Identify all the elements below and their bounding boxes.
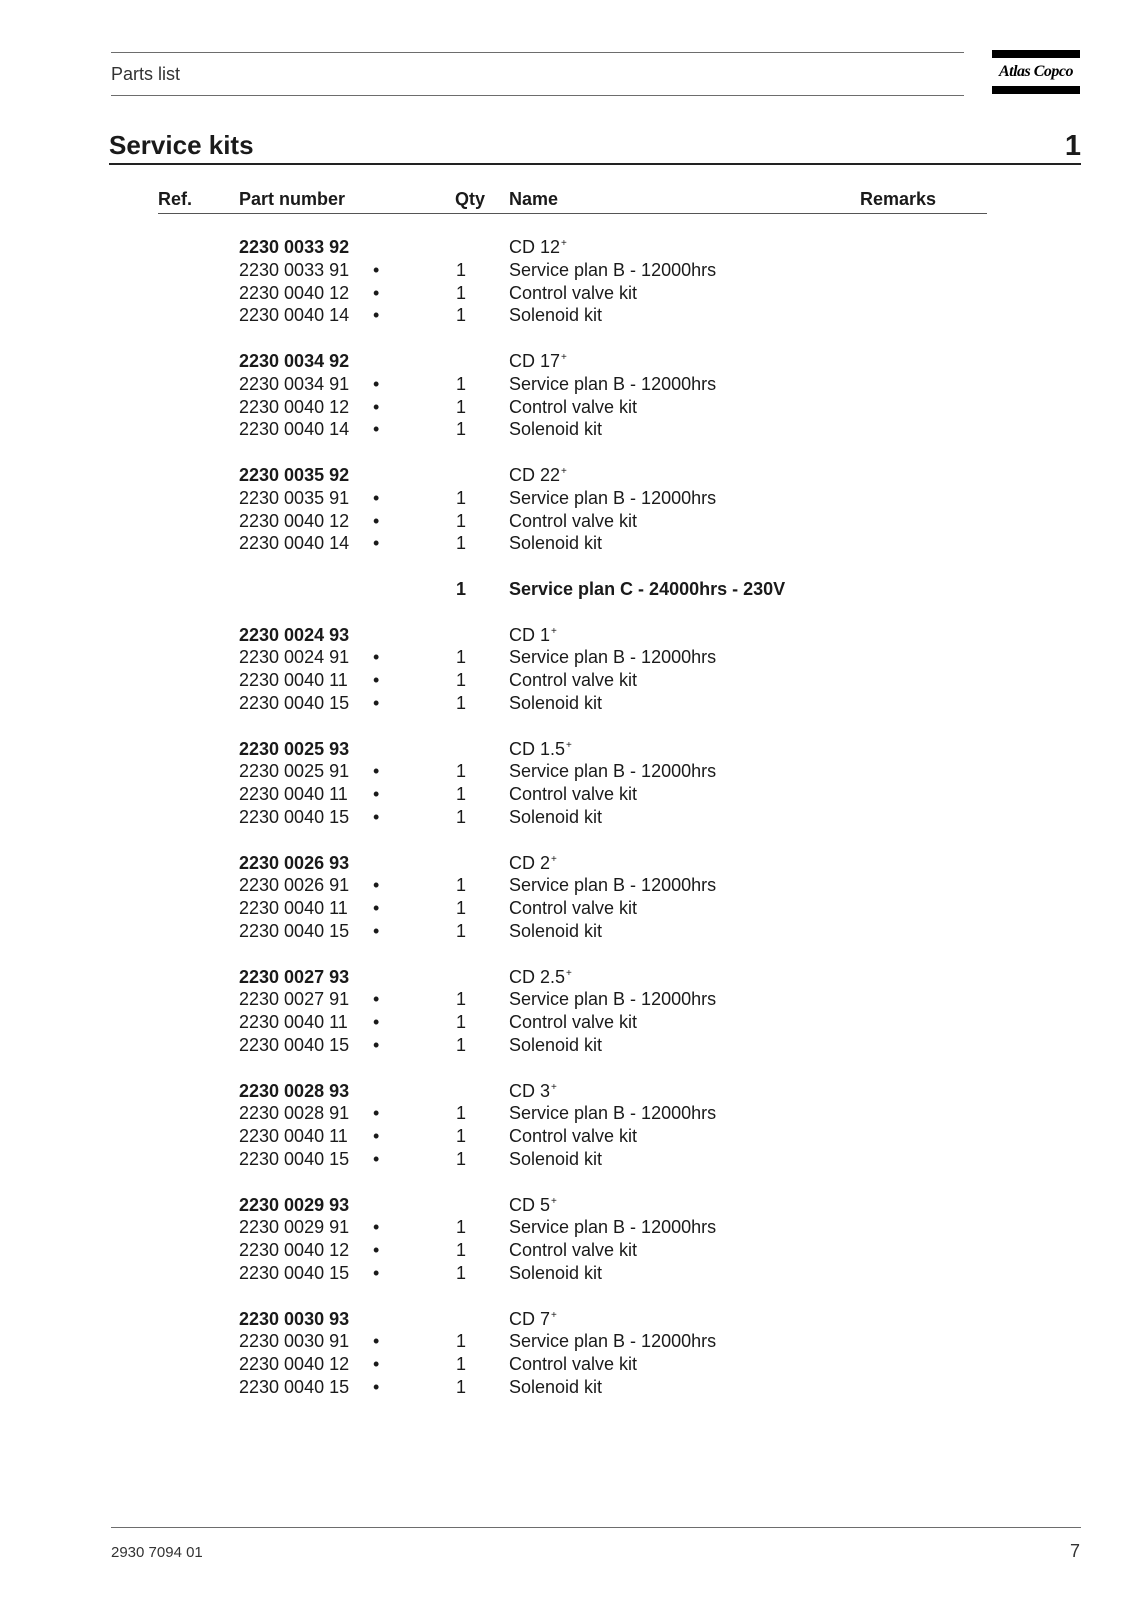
name-superscript: + (551, 853, 557, 865)
name-cell (509, 579, 785, 600)
table-row (0, 739, 1131, 762)
bullet-marker: • (373, 693, 380, 713)
name-cell (509, 305, 602, 326)
table-row (0, 374, 1131, 397)
table-row (0, 1149, 1131, 1172)
bullet-marker: • (373, 1377, 380, 1397)
table-row (0, 511, 1131, 534)
table-row (0, 1195, 1131, 1218)
name-text: Solenoid kit (509, 1377, 603, 1397)
name-text: Solenoid kit (509, 1263, 603, 1283)
part-number-cell: 2230 0040 14 (239, 305, 350, 326)
table-row (0, 237, 1131, 260)
table-row (0, 465, 1131, 488)
part-number-cell: 2230 0040 14 (239, 533, 350, 554)
bullet-marker: • (373, 1354, 380, 1375)
qty-cell: 1 (455, 1377, 466, 1397)
part-number-cell: 2230 0040 14 (239, 419, 350, 440)
name-text: Solenoid kit (509, 419, 603, 440)
qty-cell: 1 (455, 533, 466, 554)
name-text: Solenoid kit (509, 305, 603, 326)
part-number-cell: 2230 0040 11 (239, 1126, 348, 1147)
name-superscript: + (561, 352, 567, 363)
name-cell (509, 1103, 716, 1124)
table-row (0, 761, 1131, 784)
part-number-cell: 2230 0035 91 (239, 487, 350, 508)
table-row (0, 1126, 1131, 1149)
name-cell (509, 1081, 557, 1102)
name-text: CD 1.5 (509, 738, 566, 759)
name-text: Solenoid kit (509, 1035, 603, 1055)
part-number-cell: 2230 0025 91 (239, 761, 350, 782)
qty-cell: 1 (455, 989, 466, 1010)
name-text: Service plan B - 12000hrs (509, 875, 717, 896)
qty-cell: 1 (455, 1126, 466, 1147)
section-title: Service kits (109, 130, 254, 160)
qty-cell: 1 (455, 761, 466, 782)
qty-cell: 1 (455, 373, 466, 394)
name-cell (509, 853, 557, 874)
part-number-cell: 2230 0026 93 (239, 852, 350, 873)
bullet-marker: • (373, 875, 380, 896)
name-cell (509, 875, 716, 896)
name-cell (509, 647, 716, 668)
table-row (0, 1012, 1131, 1035)
qty-cell: 1 (455, 419, 466, 440)
part-number-cell: 2230 0040 11 (239, 784, 348, 805)
name-text: Solenoid kit (509, 693, 603, 713)
name-cell (509, 1035, 602, 1056)
name-cell (509, 237, 567, 258)
name-text: CD 2 (509, 852, 551, 873)
table-row (0, 1354, 1131, 1377)
table-row (0, 1309, 1131, 1332)
header-title: Parts list (111, 64, 181, 84)
qty-cell: 1 (455, 259, 466, 280)
bullet-marker: • (373, 487, 380, 508)
part-number-cell: 2230 0040 12 (239, 510, 350, 531)
name-text: CD 3 (509, 1080, 551, 1101)
part-number-cell: 2230 0040 15 (239, 1149, 350, 1169)
bullet-marker: • (373, 305, 380, 326)
name-text: Control valve kit (509, 1012, 638, 1033)
bullet-marker: • (373, 510, 380, 531)
bullet-marker: • (373, 1149, 380, 1169)
bullet-marker: • (373, 807, 380, 827)
part-number-cell: 2230 0040 15 (239, 807, 350, 827)
qty-cell: 1 (455, 1103, 466, 1124)
bullet-marker: • (373, 396, 380, 417)
name-cell (509, 397, 637, 418)
bullet-marker: • (373, 784, 380, 805)
part-number-cell: 2230 0040 11 (239, 670, 348, 691)
bullet-marker: • (373, 1263, 380, 1283)
table-row (0, 625, 1131, 648)
part-number-cell: 2230 0040 15 (239, 921, 350, 941)
table-row (0, 989, 1131, 1012)
qty-cell: 1 (455, 396, 466, 417)
qty-cell: 1 (455, 693, 466, 713)
name-cell (509, 1377, 602, 1398)
name-text: Control valve kit (509, 1240, 638, 1261)
name-text: CD 2.5 (509, 966, 566, 987)
name-text: Service plan B - 12000hrs (509, 1331, 717, 1352)
name-text: Solenoid kit (509, 1149, 603, 1169)
table-row (0, 784, 1131, 807)
table-row (0, 397, 1131, 420)
part-number-cell: 2230 0040 11 (239, 898, 348, 919)
name-text: Service plan B - 12000hrs (509, 259, 717, 280)
name-text: Solenoid kit (509, 807, 603, 827)
table-row (0, 488, 1131, 511)
table-row (0, 283, 1131, 306)
table-row (0, 693, 1131, 716)
qty-cell: 1 (455, 1217, 466, 1238)
name-text: Service plan B - 12000hrs (509, 989, 717, 1010)
part-number-cell: 2230 0029 93 (239, 1194, 350, 1215)
column-header-ref: Ref. (158, 189, 193, 209)
part-number-cell: 2230 0034 92 (239, 351, 350, 371)
name-text: Control valve kit (509, 670, 638, 691)
bullet-marker: • (373, 761, 380, 782)
table-row (0, 1377, 1131, 1400)
name-text: Control valve kit (509, 784, 638, 805)
part-number-cell: 2230 0040 12 (239, 1240, 350, 1261)
column-header-qty: Qty (455, 189, 486, 209)
name-text: CD 7 (509, 1308, 551, 1329)
table-row (0, 898, 1131, 921)
name-cell (509, 967, 572, 988)
name-cell (509, 260, 716, 281)
qty-cell: 1 (455, 784, 466, 805)
qty-cell: 1 (455, 1354, 466, 1375)
name-cell (509, 1217, 716, 1238)
name-text: Service plan B - 12000hrs (509, 1103, 717, 1124)
table-row (0, 1217, 1131, 1240)
bullet-marker: • (373, 670, 380, 691)
name-cell (509, 1149, 602, 1170)
part-number-cell: 2230 0040 12 (239, 1354, 350, 1375)
qty-cell: 1 (455, 1263, 466, 1283)
name-cell (509, 898, 637, 919)
column-header-part-number: Part number (239, 189, 346, 209)
column-header-name: Name (509, 189, 559, 209)
qty-cell: 1 (455, 1035, 466, 1055)
name-text: Service plan B - 12000hrs (509, 487, 717, 508)
column-header-remarks: Remarks (860, 189, 937, 209)
bullet-marker: • (373, 419, 380, 440)
name-text: CD 1 (509, 624, 551, 645)
name-cell (509, 511, 637, 532)
name-superscript: + (561, 466, 567, 477)
qty-cell: 1 (455, 875, 466, 896)
table-row (0, 921, 1131, 944)
name-text: Service plan C - 24000hrs - 230V (509, 579, 786, 599)
part-number-cell: 2230 0040 15 (239, 1263, 350, 1283)
part-number-cell: 2230 0033 92 (239, 237, 350, 257)
name-cell (509, 807, 602, 828)
bullet-marker: • (373, 1126, 380, 1147)
page-number: 7 (1069, 1541, 1080, 1561)
bullet-marker: • (373, 1217, 380, 1238)
qty-cell: 1 (455, 510, 466, 531)
qty-cell: 1 (455, 305, 466, 326)
name-cell (509, 1240, 637, 1261)
table-row (0, 1240, 1131, 1263)
table-row (0, 670, 1131, 693)
name-cell (509, 921, 602, 942)
table-row (0, 807, 1131, 830)
part-number-cell: 2230 0034 91 (239, 373, 350, 394)
part-number-cell: 2230 0033 91 (239, 259, 350, 280)
table-row (0, 260, 1131, 283)
part-number-cell: 2230 0030 93 (239, 1308, 350, 1329)
qty-cell: 1 (455, 670, 466, 691)
name-cell (509, 989, 716, 1010)
name-cell (509, 1195, 557, 1216)
name-cell (509, 533, 602, 554)
name-text: Service plan B - 12000hrs (509, 1217, 717, 1238)
name-text: Control valve kit (509, 1126, 638, 1147)
qty-cell: 1 (455, 921, 466, 941)
table-row (0, 533, 1131, 556)
table-row (0, 1103, 1131, 1126)
name-cell (509, 283, 637, 304)
part-number-cell: 2230 0035 92 (239, 465, 350, 485)
part-number-cell: 2230 0026 91 (239, 875, 350, 896)
part-number-cell: 2230 0040 15 (239, 1377, 350, 1397)
qty-cell: 1 (455, 647, 466, 668)
qty-cell: 1 (455, 807, 466, 827)
bullet-marker: • (373, 373, 380, 394)
bullet-marker: • (373, 989, 380, 1010)
name-cell (509, 1354, 637, 1375)
bullet-marker: • (373, 898, 380, 919)
name-cell (509, 1012, 637, 1033)
part-number-cell: 2230 0027 91 (239, 989, 350, 1010)
name-cell (509, 1126, 637, 1147)
name-cell (509, 488, 716, 509)
part-number-cell: 2230 0040 15 (239, 693, 350, 713)
table-row (0, 1331, 1131, 1354)
part-number-cell: 2230 0030 91 (239, 1331, 350, 1352)
name-cell (509, 374, 716, 395)
part-number-cell: 2230 0024 91 (239, 647, 350, 668)
name-cell (509, 784, 637, 805)
bullet-marker: • (373, 647, 380, 668)
name-text: CD 12 (509, 237, 561, 257)
part-number-cell: 2230 0025 93 (239, 738, 350, 759)
qty-cell: 1 (455, 487, 466, 508)
name-text: Solenoid kit (509, 533, 603, 554)
name-text: CD 22 (509, 465, 561, 485)
document-number: 2930 7094 01 (111, 1544, 203, 1561)
name-text: Control valve kit (509, 510, 638, 531)
name-superscript: + (566, 739, 572, 751)
part-number-cell: 2230 0040 12 (239, 396, 350, 417)
part-number-cell: 2230 0028 91 (239, 1103, 350, 1124)
name-cell (509, 739, 572, 760)
name-text: CD 5 (509, 1194, 551, 1215)
part-number-cell: 2230 0040 12 (239, 282, 350, 303)
bullet-marker: • (373, 921, 380, 941)
qty-cell: 1 (455, 898, 466, 919)
table-row (0, 1035, 1131, 1058)
name-superscript: + (551, 1309, 557, 1321)
name-cell (509, 465, 567, 486)
name-cell (509, 670, 637, 691)
name-superscript: + (551, 1081, 557, 1093)
qty-cell: 1 (455, 1149, 466, 1169)
bullet-marker: • (373, 533, 380, 554)
name-text: Control valve kit (509, 282, 638, 303)
table-row (0, 1263, 1131, 1286)
table-row (0, 853, 1131, 876)
name-text: Control valve kit (509, 1354, 638, 1375)
name-superscript: + (551, 625, 557, 637)
table-row (0, 579, 1131, 602)
bullet-marker: • (373, 1103, 380, 1124)
footer-rule (111, 1527, 1081, 1528)
logo-wordmark: Atlas Copco (998, 63, 1074, 80)
bullet-marker: • (373, 1331, 380, 1352)
bullet-marker: • (373, 282, 380, 303)
table-row (0, 875, 1131, 898)
name-cell (509, 625, 557, 646)
name-superscript: + (561, 238, 567, 249)
table-row (0, 419, 1131, 442)
table-row (0, 967, 1131, 990)
qty-cell: 1 (455, 579, 466, 599)
name-cell (509, 1309, 557, 1330)
part-number-cell: 2230 0024 93 (239, 624, 350, 645)
name-text: Control valve kit (509, 396, 638, 417)
bullet-marker: • (373, 259, 380, 280)
name-text: Service plan B - 12000hrs (509, 373, 717, 394)
table-row (0, 351, 1131, 374)
name-cell (509, 1263, 602, 1284)
table-row (0, 305, 1131, 328)
name-cell (509, 693, 602, 714)
part-number-cell: 2230 0027 93 (239, 966, 350, 987)
name-cell (509, 761, 716, 782)
qty-cell: 1 (455, 282, 466, 303)
table-row (0, 647, 1131, 670)
name-text: Solenoid kit (509, 921, 603, 941)
name-superscript: + (551, 1195, 557, 1207)
part-number-cell: 2230 0029 91 (239, 1217, 350, 1238)
name-text: Service plan B - 12000hrs (509, 761, 717, 782)
part-number-cell: 2230 0040 11 (239, 1012, 348, 1033)
name-cell (509, 1331, 716, 1352)
qty-cell: 1 (455, 1240, 466, 1261)
bullet-marker: • (373, 1035, 380, 1055)
section-number: 1 (1064, 130, 1081, 162)
table-row (0, 1081, 1131, 1104)
name-text: Service plan B - 12000hrs (509, 647, 717, 668)
part-number-cell: 2230 0040 15 (239, 1035, 350, 1055)
name-cell (509, 419, 602, 440)
bullet-marker: • (373, 1012, 380, 1033)
qty-cell: 1 (455, 1331, 466, 1352)
name-cell (509, 351, 567, 372)
qty-cell: 1 (455, 1012, 466, 1033)
bullet-marker: • (373, 1240, 380, 1261)
part-number-cell: 2230 0028 93 (239, 1080, 350, 1101)
name-superscript: + (566, 967, 572, 979)
name-text: Control valve kit (509, 898, 638, 919)
name-text: CD 17 (509, 351, 561, 371)
